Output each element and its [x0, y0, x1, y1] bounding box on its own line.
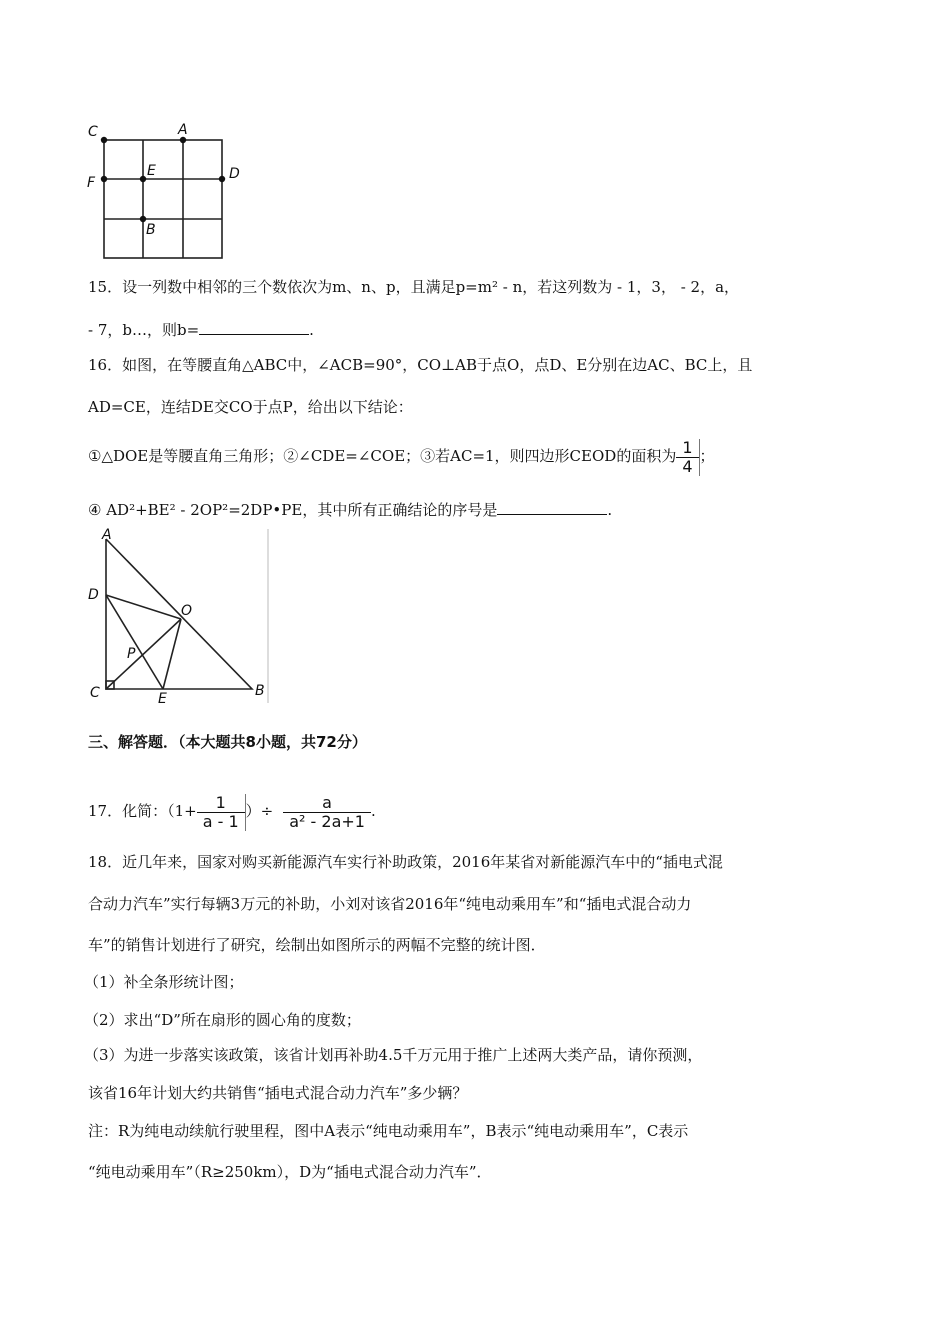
q17-mid: ）÷: [245, 802, 274, 820]
grid-label-b: B: [146, 222, 156, 238]
q16-conclusions: ①△DOE是等腰直角三角形；②∠CDE=∠COE；③若AC=1，则四边形CEOD的面积为: [88, 447, 677, 465]
q17-f1-num: 1: [197, 794, 245, 813]
q16-line4: [88, 498, 612, 520]
q16-fraction: [676, 439, 699, 476]
grid-label-f: F: [87, 175, 96, 191]
grid-figure: [82, 118, 242, 263]
q15-line2: [88, 318, 314, 340]
q15-answer-blank[interactable]: [199, 318, 309, 335]
q16-period: .: [607, 501, 613, 519]
q18-line1: 18．近几年来，国家对购买新能源汽车实行补助政策，2016年某省对新能源汽车中的“插电式混: [88, 853, 723, 871]
q16-conclusion-4: ④ AD²+BE² - 2OP²=2DP•PE，其中所有正确结论的序号是: [88, 501, 498, 519]
q17-line: [88, 788, 376, 834]
q18-part3-cont: 该省16年计划大约共销售“插电式混合动力汽车”多少辆？: [88, 1084, 468, 1102]
q17-f2-den: a² - 2a+1: [289, 811, 365, 831]
grid-label-a: A: [178, 122, 188, 138]
q17-suffix: .: [370, 802, 376, 820]
q17-prefix: 17．化简：（1+: [88, 802, 197, 820]
q16-frac-den: 4: [682, 456, 693, 476]
section3-heading: 三、解答题．（本大题共8小题，共72分）: [88, 733, 367, 751]
q17-fraction-2: [283, 794, 371, 831]
grid-label-e: E: [147, 163, 156, 179]
q17-f2-num: a: [283, 794, 371, 813]
q18-note-line1: 注：R为纯电动续航行驶里程，图中A表示“纯电动乘用车”，B表示“纯电动乘用车”，C表示: [88, 1122, 689, 1140]
tri-label-d: D: [88, 587, 99, 603]
q15-line1: 15．设一列数中相邻的三个数依次为m、n、p，且满足p=m² - n，若这列数为 - 1，3， - 2，a，: [88, 278, 740, 296]
q15-period: .: [309, 321, 314, 339]
tri-label-b: B: [255, 683, 265, 699]
tri-label-o: O: [181, 603, 193, 619]
grid-label-d: D: [229, 166, 240, 182]
q17-f1-den: a - 1: [202, 811, 239, 831]
q15-line2-text: - 7，b…，则b=: [88, 321, 200, 339]
q16-answer-blank[interactable]: [497, 498, 607, 515]
q16-line1: 16．如图，在等腰直角△ABC中，∠ACB=90°，CO⊥AB于点O，点D、E分别在边AC、BC上，且: [88, 356, 753, 374]
q18-part3: （3）为进一步落实该政策，该省计划再补助4.5千万元用于推广上述两大类产品，请你预测，: [84, 1046, 703, 1064]
grid-label-c: C: [88, 124, 98, 140]
triangle-figure: [82, 525, 274, 705]
tri-label-c: C: [90, 685, 100, 701]
q17-fraction-1: [197, 794, 246, 831]
q16-line3-end: ；: [699, 447, 715, 465]
q16-line3: [88, 436, 715, 476]
tri-label-p: P: [127, 646, 136, 662]
q18-line2: 合动力汽车”实行每辆3万元的补助，小刘对该省2016年“纯电动乘用车”和“插电式混合动力: [88, 895, 692, 913]
q16-line2: AD=CE，连结DE交CO于点P，给出以下结论：: [88, 398, 413, 416]
q16-frac-num: 1: [676, 439, 698, 458]
q18-part1: （1）补全条形统计图；: [84, 973, 244, 991]
q18-note-line2: “纯电动乘用车”（R≥250km），D为“插电式混合动力汽车”．: [88, 1163, 492, 1181]
q18-line3: 车”的销售计划进行了研究，绘制出如图所示的两幅不完整的统计图．: [88, 936, 546, 954]
q18-part2: （2）求出“D”所在扇形的圆心角的度数；: [84, 1011, 361, 1029]
tri-label-e: E: [158, 691, 167, 705]
tri-label-a: A: [102, 527, 112, 543]
